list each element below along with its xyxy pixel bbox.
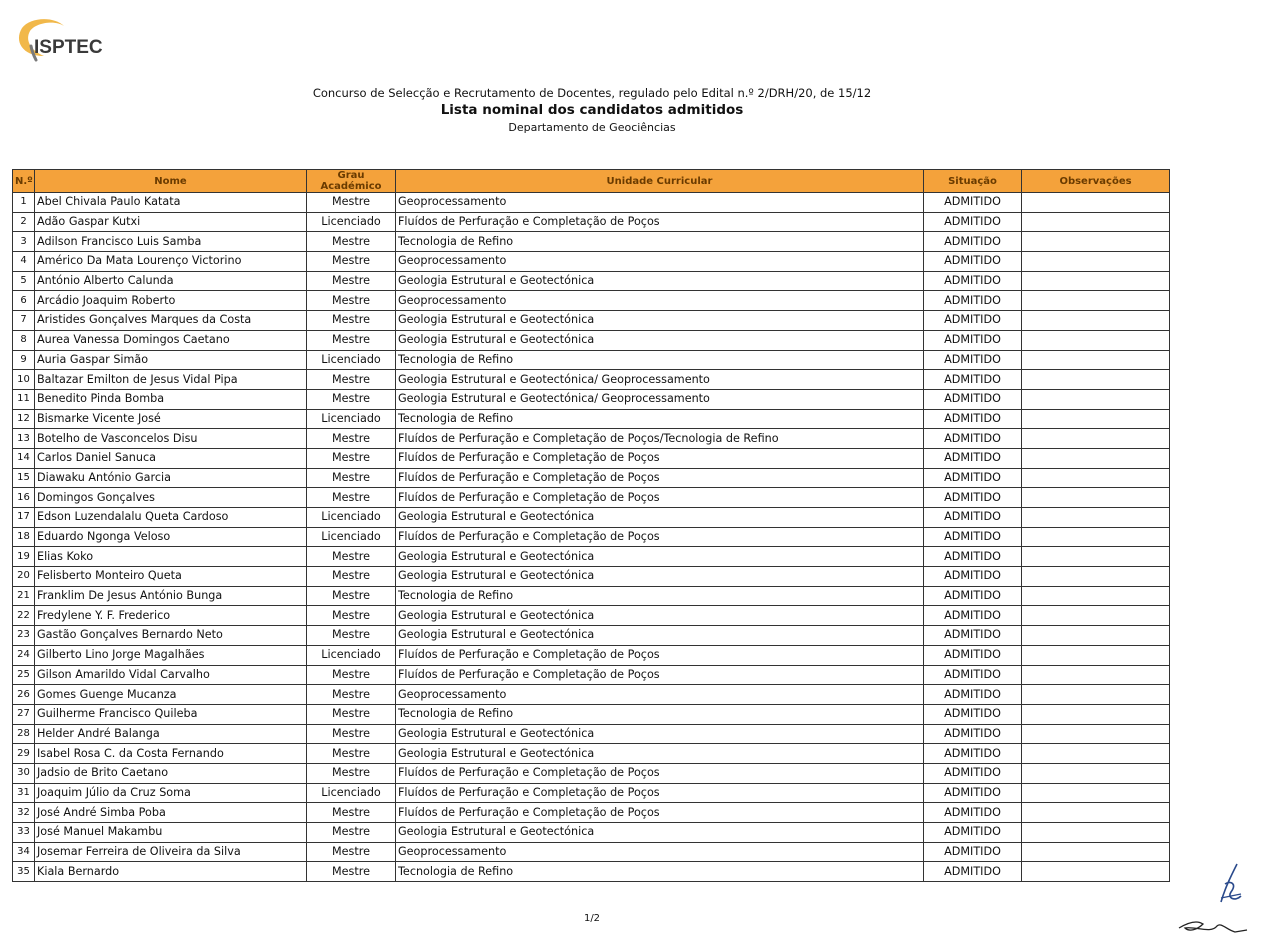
table-row xyxy=(13,527,1170,547)
academic-degree-cell: Mestre xyxy=(307,862,396,882)
notes-cell xyxy=(1022,291,1170,311)
row-number-cell: 13 xyxy=(13,429,35,449)
status-cell: ADMITIDO xyxy=(924,429,1022,449)
candidate-name-cell: Adilson Francisco Luis Samba xyxy=(35,232,307,252)
status-cell: ADMITIDO xyxy=(924,370,1022,390)
academic-degree-cell: Mestre xyxy=(307,586,396,606)
candidate-name-cell: Felisberto Monteiro Queta xyxy=(35,567,307,587)
notes-cell xyxy=(1022,704,1170,724)
academic-degree-cell: Mestre xyxy=(307,271,396,291)
notes-cell xyxy=(1022,527,1170,547)
col-header-notes: Observações xyxy=(1022,170,1170,193)
course-unit-cell: Geoprocessamento xyxy=(396,685,924,705)
academic-degree-cell: Mestre xyxy=(307,823,396,843)
status-cell: ADMITIDO xyxy=(924,291,1022,311)
academic-degree-cell: Mestre xyxy=(307,252,396,272)
status-cell: ADMITIDO xyxy=(924,862,1022,882)
logo-text: ISPTEC xyxy=(34,37,103,58)
notes-cell xyxy=(1022,232,1170,252)
course-unit-cell: Fluídos de Perfuração e Completação de Poços xyxy=(396,665,924,685)
status-cell: ADMITIDO xyxy=(924,803,1022,823)
table-row xyxy=(13,271,1170,291)
status-cell: ADMITIDO xyxy=(924,823,1022,843)
row-number-cell: 6 xyxy=(13,291,35,311)
row-number-cell: 23 xyxy=(13,626,35,646)
academic-degree-cell: Licenciado xyxy=(307,508,396,528)
academic-degree-cell: Licenciado xyxy=(307,350,396,370)
table-row xyxy=(13,448,1170,468)
row-number-cell: 10 xyxy=(13,370,35,390)
status-cell: ADMITIDO xyxy=(924,193,1022,213)
row-number-cell: 22 xyxy=(13,606,35,626)
table-row xyxy=(13,704,1170,724)
notes-cell xyxy=(1022,193,1170,213)
course-unit-cell: Geologia Estrutural e Geotectónica xyxy=(396,724,924,744)
row-number-cell: 18 xyxy=(13,527,35,547)
candidate-name-cell: Américo Da Mata Lourenço Victorino xyxy=(35,252,307,272)
course-unit-cell: Tecnologia de Refino xyxy=(396,232,924,252)
status-cell: ADMITIDO xyxy=(924,626,1022,646)
academic-degree-cell: Mestre xyxy=(307,311,396,331)
candidate-name-cell: Kiala Bernardo xyxy=(35,862,307,882)
notes-cell xyxy=(1022,409,1170,429)
notes-cell xyxy=(1022,212,1170,232)
academic-degree-cell: Mestre xyxy=(307,448,396,468)
table-row xyxy=(13,744,1170,764)
row-number-cell: 11 xyxy=(13,389,35,409)
notes-cell xyxy=(1022,724,1170,744)
notes-cell xyxy=(1022,468,1170,488)
notes-cell xyxy=(1022,586,1170,606)
candidate-name-cell: Abel Chivala Paulo Katata xyxy=(35,193,307,213)
status-cell: ADMITIDO xyxy=(924,763,1022,783)
course-unit-cell: Geologia Estrutural e Geotectónica xyxy=(396,626,924,646)
academic-degree-cell: Mestre xyxy=(307,429,396,449)
academic-degree-cell: Mestre xyxy=(307,685,396,705)
candidate-name-cell: Franklim De Jesus António Bunga xyxy=(35,586,307,606)
status-cell: ADMITIDO xyxy=(924,232,1022,252)
status-cell: ADMITIDO xyxy=(924,586,1022,606)
course-unit-cell: Geologia Estrutural e Geotectónica xyxy=(396,823,924,843)
notes-cell xyxy=(1022,252,1170,272)
col-header-name: Nome xyxy=(35,170,307,193)
academic-degree-cell: Mestre xyxy=(307,370,396,390)
table-row xyxy=(13,626,1170,646)
course-unit-cell: Fluídos de Perfuração e Completação de Poços xyxy=(396,212,924,232)
candidate-name-cell: Auria Gaspar Simão xyxy=(35,350,307,370)
candidate-name-cell: Gilson Amarildo Vidal Carvalho xyxy=(35,665,307,685)
notes-cell xyxy=(1022,626,1170,646)
status-cell: ADMITIDO xyxy=(924,409,1022,429)
course-unit-cell: Tecnologia de Refino xyxy=(396,862,924,882)
candidate-name-cell: Arcádio Joaquim Roberto xyxy=(35,291,307,311)
candidate-name-cell: Aurea Vanessa Domingos Caetano xyxy=(35,330,307,350)
candidates-table xyxy=(12,169,1170,882)
notes-cell xyxy=(1022,685,1170,705)
notes-cell xyxy=(1022,311,1170,331)
notes-cell xyxy=(1022,665,1170,685)
table-row xyxy=(13,311,1170,331)
candidate-name-cell: Botelho de Vasconcelos Disu xyxy=(35,429,307,449)
course-unit-cell: Geoprocessamento xyxy=(396,193,924,213)
status-cell: ADMITIDO xyxy=(924,724,1022,744)
row-number-cell: 2 xyxy=(13,212,35,232)
candidate-name-cell: Gilberto Lino Jorge Magalhães xyxy=(35,645,307,665)
course-unit-cell: Geologia Estrutural e Geotectónica xyxy=(396,311,924,331)
row-number-cell: 27 xyxy=(13,704,35,724)
candidate-name-cell: Isabel Rosa C. da Costa Fernando xyxy=(35,744,307,764)
candidate-name-cell: Bismarke Vicente José xyxy=(35,409,307,429)
status-cell: ADMITIDO xyxy=(924,527,1022,547)
status-cell: ADMITIDO xyxy=(924,330,1022,350)
table-row xyxy=(13,409,1170,429)
academic-degree-cell: Mestre xyxy=(307,842,396,862)
status-cell: ADMITIDO xyxy=(924,488,1022,508)
course-unit-cell: Geologia Estrutural e Geotectónica xyxy=(396,547,924,567)
status-cell: ADMITIDO xyxy=(924,212,1022,232)
course-unit-cell: Geologia Estrutural e Geotectónica/ Geoprocessamento xyxy=(396,370,924,390)
table-row xyxy=(13,389,1170,409)
notes-cell xyxy=(1022,271,1170,291)
notes-cell xyxy=(1022,783,1170,803)
course-unit-cell: Tecnologia de Refino xyxy=(396,586,924,606)
row-number-cell: 9 xyxy=(13,350,35,370)
course-unit-cell: Geoprocessamento xyxy=(396,252,924,272)
status-cell: ADMITIDO xyxy=(924,547,1022,567)
table-row xyxy=(13,291,1170,311)
row-number-cell: 24 xyxy=(13,645,35,665)
notes-cell xyxy=(1022,606,1170,626)
notes-cell xyxy=(1022,547,1170,567)
status-cell: ADMITIDO xyxy=(924,311,1022,331)
row-number-cell: 15 xyxy=(13,468,35,488)
candidate-name-cell: Gastão Gonçalves Bernardo Neto xyxy=(35,626,307,646)
course-unit-cell: Geologia Estrutural e Geotectónica/ Geoprocessamento xyxy=(396,389,924,409)
table-row xyxy=(13,232,1170,252)
candidate-name-cell: Adão Gaspar Kutxi xyxy=(35,212,307,232)
page-subtitle: Concurso de Selecção e Recrutamento de Docentes, regulado pelo Edital n.º 2/DRH/20, de 15/12 xyxy=(312,86,872,100)
course-unit-cell: Geologia Estrutural e Geotectónica xyxy=(396,606,924,626)
academic-degree-cell: Mestre xyxy=(307,704,396,724)
page-number: 1/2 xyxy=(583,913,601,924)
academic-degree-cell: Mestre xyxy=(307,744,396,764)
notes-cell xyxy=(1022,508,1170,528)
table-row xyxy=(13,783,1170,803)
table-row xyxy=(13,212,1170,232)
table-row xyxy=(13,468,1170,488)
table-row xyxy=(13,665,1170,685)
notes-cell xyxy=(1022,823,1170,843)
academic-degree-cell: Mestre xyxy=(307,803,396,823)
status-cell: ADMITIDO xyxy=(924,685,1022,705)
course-unit-cell: Geologia Estrutural e Geotectónica xyxy=(396,330,924,350)
row-number-cell: 29 xyxy=(13,744,35,764)
academic-degree-cell: Licenciado xyxy=(307,409,396,429)
status-cell: ADMITIDO xyxy=(924,665,1022,685)
academic-degree-cell: Mestre xyxy=(307,626,396,646)
academic-degree-cell: Mestre xyxy=(307,488,396,508)
candidate-name-cell: Benedito Pinda Bomba xyxy=(35,389,307,409)
candidate-name-cell: José Manuel Makambu xyxy=(35,823,307,843)
status-cell: ADMITIDO xyxy=(924,645,1022,665)
candidate-name-cell: Edson Luzendalalu Queta Cardoso xyxy=(35,508,307,528)
candidate-name-cell: Domingos Gonçalves xyxy=(35,488,307,508)
table-row xyxy=(13,586,1170,606)
status-cell: ADMITIDO xyxy=(924,567,1022,587)
notes-cell xyxy=(1022,389,1170,409)
col-header-status: Situação xyxy=(924,170,1022,193)
notes-cell xyxy=(1022,763,1170,783)
handwritten-signature xyxy=(1175,862,1255,937)
course-unit-cell: Fluídos de Perfuração e Completação de Poços xyxy=(396,783,924,803)
row-number-cell: 17 xyxy=(13,508,35,528)
candidate-name-cell: Jadsio de Brito Caetano xyxy=(35,763,307,783)
table-body xyxy=(13,193,1170,882)
course-unit-cell: Fluídos de Perfuração e Completação de Poços xyxy=(396,448,924,468)
status-cell: ADMITIDO xyxy=(924,468,1022,488)
notes-cell xyxy=(1022,350,1170,370)
course-unit-cell: Geoprocessamento xyxy=(396,291,924,311)
row-number-cell: 5 xyxy=(13,271,35,291)
table-row xyxy=(13,547,1170,567)
row-number-cell: 14 xyxy=(13,448,35,468)
row-number-cell: 12 xyxy=(13,409,35,429)
status-cell: ADMITIDO xyxy=(924,389,1022,409)
row-number-cell: 19 xyxy=(13,547,35,567)
academic-degree-cell: Mestre xyxy=(307,665,396,685)
notes-cell xyxy=(1022,448,1170,468)
candidate-name-cell: Helder André Balanga xyxy=(35,724,307,744)
table-row xyxy=(13,724,1170,744)
row-number-cell: 3 xyxy=(13,232,35,252)
candidate-name-cell: António Alberto Calunda xyxy=(35,271,307,291)
row-number-cell: 7 xyxy=(13,311,35,331)
row-number-cell: 30 xyxy=(13,763,35,783)
notes-cell xyxy=(1022,330,1170,350)
course-unit-cell: Fluídos de Perfuração e Completação de Poços xyxy=(396,645,924,665)
table-row xyxy=(13,330,1170,350)
table-row xyxy=(13,606,1170,626)
table-row xyxy=(13,685,1170,705)
academic-degree-cell: Mestre xyxy=(307,232,396,252)
status-cell: ADMITIDO xyxy=(924,508,1022,528)
status-cell: ADMITIDO xyxy=(924,252,1022,272)
academic-degree-cell: Mestre xyxy=(307,389,396,409)
status-cell: ADMITIDO xyxy=(924,350,1022,370)
page-title: Lista nominal dos candidatos admitidos xyxy=(440,102,744,118)
candidate-name-cell: Gomes Guenge Mucanza xyxy=(35,685,307,705)
course-unit-cell: Fluídos de Perfuração e Completação de Poços xyxy=(396,488,924,508)
department-label: Departamento de Geociências xyxy=(508,121,676,134)
table-row xyxy=(13,823,1170,843)
row-number-cell: 16 xyxy=(13,488,35,508)
academic-degree-cell: Mestre xyxy=(307,193,396,213)
course-unit-cell: Geologia Estrutural e Geotectónica xyxy=(396,744,924,764)
academic-degree-cell: Licenciado xyxy=(307,527,396,547)
course-unit-cell: Geoprocessamento xyxy=(396,842,924,862)
academic-degree-cell: Licenciado xyxy=(307,783,396,803)
notes-cell xyxy=(1022,645,1170,665)
course-unit-cell: Tecnologia de Refino xyxy=(396,409,924,429)
candidate-name-cell: Carlos Daniel Sanuca xyxy=(35,448,307,468)
candidate-name-cell: Fredylene Y. F. Frederico xyxy=(35,606,307,626)
candidate-name-cell: Joaquim Júlio da Cruz Soma xyxy=(35,783,307,803)
status-cell: ADMITIDO xyxy=(924,448,1022,468)
course-unit-cell: Tecnologia de Refino xyxy=(396,704,924,724)
candidate-name-cell: Josemar Ferreira de Oliveira da Silva xyxy=(35,842,307,862)
col-header-degree: Grau Académico xyxy=(307,170,396,193)
row-number-cell: 32 xyxy=(13,803,35,823)
status-cell: ADMITIDO xyxy=(924,271,1022,291)
candidate-name-cell: Eduardo Ngonga Veloso xyxy=(35,527,307,547)
candidate-name-cell: Guilherme Francisco Quileba xyxy=(35,704,307,724)
table-row xyxy=(13,370,1170,390)
candidate-name-cell: Elias Koko xyxy=(35,547,307,567)
academic-degree-cell: Mestre xyxy=(307,291,396,311)
row-number-cell: 4 xyxy=(13,252,35,272)
candidate-name-cell: José André Simba Poba xyxy=(35,803,307,823)
status-cell: ADMITIDO xyxy=(924,744,1022,764)
academic-degree-cell: Mestre xyxy=(307,606,396,626)
row-number-cell: 34 xyxy=(13,842,35,862)
candidate-name-cell: Diawaku António Garcia xyxy=(35,468,307,488)
status-cell: ADMITIDO xyxy=(924,783,1022,803)
row-number-cell: 33 xyxy=(13,823,35,843)
notes-cell xyxy=(1022,744,1170,764)
col-header-number: N.º xyxy=(13,170,35,193)
row-number-cell: 8 xyxy=(13,330,35,350)
academic-degree-cell: Mestre xyxy=(307,763,396,783)
table-row xyxy=(13,252,1170,272)
table-row xyxy=(13,645,1170,665)
table-header-row xyxy=(13,170,1170,193)
course-unit-cell: Fluídos de Perfuração e Completação de Poços xyxy=(396,527,924,547)
row-number-cell: 28 xyxy=(13,724,35,744)
row-number-cell: 26 xyxy=(13,685,35,705)
row-number-cell: 31 xyxy=(13,783,35,803)
table-row xyxy=(13,193,1170,213)
candidate-name-cell: Baltazar Emilton de Jesus Vidal Pipa xyxy=(35,370,307,390)
row-number-cell: 20 xyxy=(13,567,35,587)
status-cell: ADMITIDO xyxy=(924,704,1022,724)
academic-degree-cell: Licenciado xyxy=(307,212,396,232)
notes-cell xyxy=(1022,862,1170,882)
notes-cell xyxy=(1022,803,1170,823)
academic-degree-cell: Licenciado xyxy=(307,645,396,665)
notes-cell xyxy=(1022,370,1170,390)
course-unit-cell: Fluídos de Perfuração e Completação de Poços xyxy=(396,803,924,823)
table-row xyxy=(13,488,1170,508)
course-unit-cell: Tecnologia de Refino xyxy=(396,350,924,370)
table-row xyxy=(13,508,1170,528)
academic-degree-cell: Mestre xyxy=(307,330,396,350)
row-number-cell: 35 xyxy=(13,862,35,882)
row-number-cell: 25 xyxy=(13,665,35,685)
table-row xyxy=(13,803,1170,823)
notes-cell xyxy=(1022,842,1170,862)
row-number-cell: 1 xyxy=(13,193,35,213)
course-unit-cell: Fluídos de Perfuração e Completação de Poços xyxy=(396,468,924,488)
academic-degree-cell: Mestre xyxy=(307,468,396,488)
table-row xyxy=(13,567,1170,587)
status-cell: ADMITIDO xyxy=(924,842,1022,862)
table-row xyxy=(13,763,1170,783)
table-row xyxy=(13,862,1170,882)
table-row xyxy=(13,842,1170,862)
candidate-name-cell: Aristides Gonçalves Marques da Costa xyxy=(35,311,307,331)
col-header-course-unit: Unidade Curricular xyxy=(396,170,924,193)
course-unit-cell: Geologia Estrutural e Geotectónica xyxy=(396,271,924,291)
course-unit-cell: Fluídos de Perfuração e Completação de Poços xyxy=(396,763,924,783)
table-row xyxy=(13,429,1170,449)
academic-degree-cell: Mestre xyxy=(307,724,396,744)
notes-cell xyxy=(1022,567,1170,587)
course-unit-cell: Fluídos de Perfuração e Completação de Poços/Tecnologia de Refino xyxy=(396,429,924,449)
status-cell: ADMITIDO xyxy=(924,606,1022,626)
notes-cell xyxy=(1022,488,1170,508)
academic-degree-cell: Mestre xyxy=(307,567,396,587)
row-number-cell: 21 xyxy=(13,586,35,606)
course-unit-cell: Geologia Estrutural e Geotectónica xyxy=(396,567,924,587)
academic-degree-cell: Mestre xyxy=(307,547,396,567)
notes-cell xyxy=(1022,429,1170,449)
table-row xyxy=(13,350,1170,370)
course-unit-cell: Geologia Estrutural e Geotectónica xyxy=(396,508,924,528)
